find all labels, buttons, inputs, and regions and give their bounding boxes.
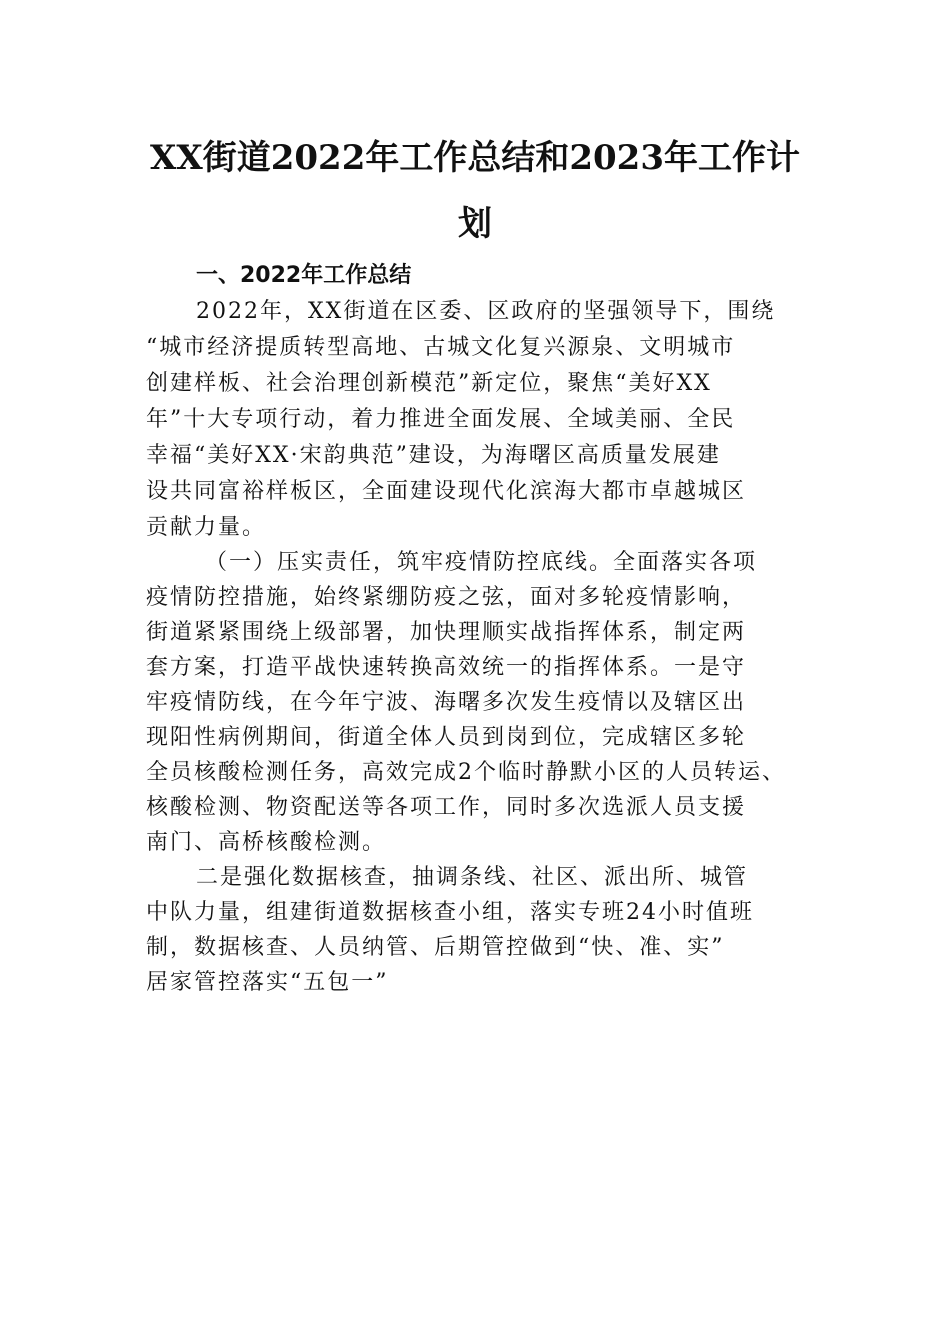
- paragraph-1-line: “城市经济提质转型高地、古城文化复兴源泉、文明城市: [146, 335, 736, 360]
- paragraph-1-line: 贡献力量。: [146, 515, 267, 540]
- paragraph-1-line: 设共同富裕样板区，全面建设现代化滨海大都市卓越城区: [146, 479, 747, 504]
- paragraph-2-line: 核酸检测、物资配送等各项工作，同时多次选派人员支援: [146, 795, 747, 820]
- paragraph-3-line: 居家管控落实“五包一”: [146, 970, 389, 995]
- document-title-line-1: XX街道2022年工作总结和2023年工作计: [149, 138, 801, 178]
- paragraph-2-line: 现阳性病例期间，街道全体人员到岗到位，完成辖区多轮: [146, 725, 747, 750]
- paragraph-2-line: （一）压实责任，筑牢疫情防控底线。全面落实各项: [205, 550, 758, 575]
- paragraph-2-line: 套方案，打造平战快速转换高效统一的指挥体系。一是守: [146, 655, 747, 680]
- paragraph-2-line: 牢疫情防线，在今年宁波、海曙多次发生疫情以及辖区出: [146, 690, 747, 715]
- paragraph-3-line: 中队力量，组建街道数据核查小组，落实专班24小时值班: [146, 900, 754, 925]
- paragraph-1-line: 年”十大专项行动，着力推进全面发展、全域美丽、全民: [146, 407, 736, 432]
- paragraph-1-line: 创建样板、社会治理创新模范”新定位，聚焦“美好XX: [146, 371, 712, 396]
- paragraph-2-line: 全员核酸检测任务，高效完成2个临时静默小区的人员转运、: [146, 760, 786, 785]
- paragraph-3-line: 二是强化数据核查，抽调条线、社区、派出所、城管: [196, 865, 749, 890]
- paragraph-3-line: 制，数据核查、人员纳管、后期管控做到“快、准、实”: [146, 935, 725, 960]
- paragraph-1-line: 2022年，XX街道在区委、区政府的坚强领导下，围绕: [196, 299, 776, 324]
- document-title-line-2: 划: [458, 204, 492, 244]
- paragraph-2-line: 疫情防控措施，始终紧绷防疫之弦，面对多轮疫情影响，: [146, 585, 747, 610]
- paragraph-2-line: 南门、高桥核酸检测。: [146, 830, 387, 855]
- section-heading-2022-summary: 一、2022年工作总结: [196, 263, 412, 288]
- paragraph-1-line: 幸福“美好XX·宋韵典范”建设，为海曙区高质量发展建: [146, 443, 721, 468]
- paragraph-2-line: 街道紧紧围绕上级部署，加快理顺实战指挥体系，制定两: [146, 620, 747, 645]
